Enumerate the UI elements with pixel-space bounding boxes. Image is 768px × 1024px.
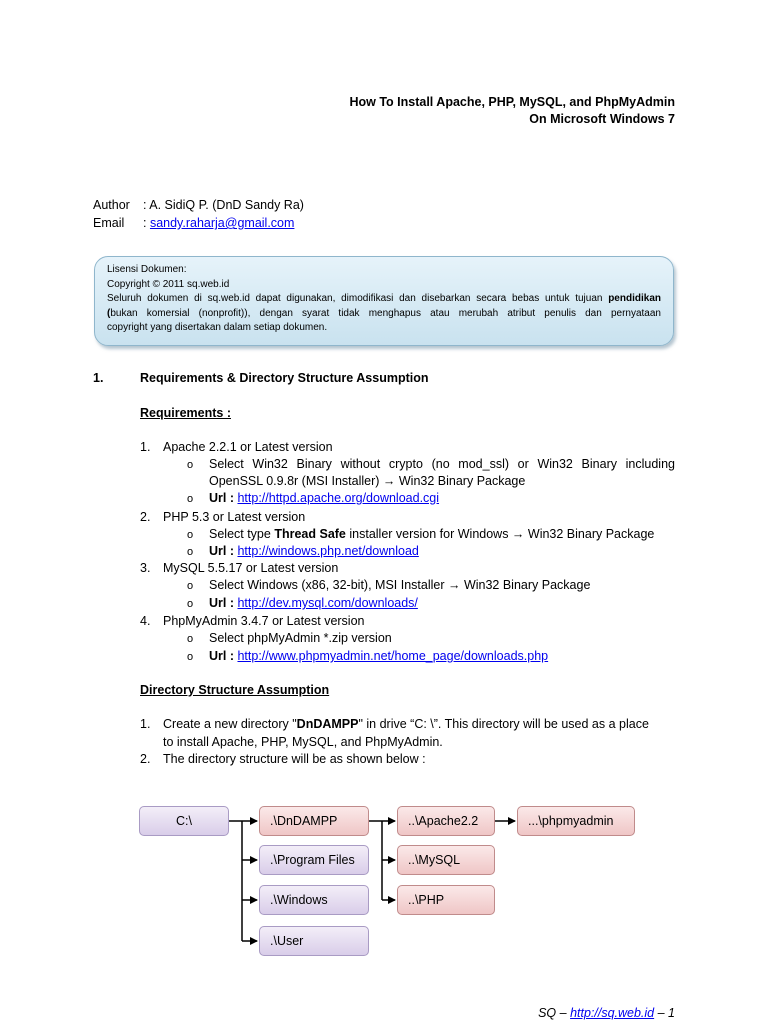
license-text-1b: pendidikan <box>608 293 661 304</box>
node-php: ..\PHP <box>397 885 495 915</box>
author-value: : A. SidiQ P. (DnD Sandy Ra) <box>143 198 304 212</box>
bullet-icon: o <box>187 459 194 471</box>
bullet-icon: o <box>187 546 194 558</box>
directory-heading: Directory Structure Assumption <box>140 683 330 697</box>
page-footer <box>538 1006 675 1020</box>
email-colon: : <box>143 216 150 230</box>
email-label: Email <box>93 216 125 230</box>
section-number: 1. <box>93 371 104 385</box>
document-title-line2: On Microsoft Windows 7 <box>529 112 675 126</box>
req-item-2-title: PHP 5.3 or Latest version <box>163 510 306 524</box>
email-link[interactable]: sandy.raharja@gmail.com <box>149 216 295 230</box>
phpmyadmin-download-link[interactable]: http://www.phpmyadmin.net/home_page/downloads.php <box>237 649 549 663</box>
node-apache: ..\Apache2.2 <box>397 806 495 836</box>
url-label: Url : <box>209 544 238 558</box>
bullet-icon: o <box>187 633 194 645</box>
license-copyright: Copyright © 2011 sq.web.id <box>107 278 230 290</box>
req-item-1-bullet-1-line2: OpenSSL 0.9.8r (MSI Installer) → Win32 Binary Package <box>209 474 526 488</box>
bullet-icon: o <box>187 493 194 505</box>
dir-item-2-line1: The directory structure will be as shown below : <box>163 752 426 766</box>
document-title-line1: How To Install Apache, PHP, MySQL, and PhpMyAdmin <box>349 95 675 109</box>
req-item-1-bullet-1-line1: Select Win32 Binary without crypto (no mod_ssl) or Win32 Binary including <box>209 457 675 471</box>
requirements-heading: Requirements : <box>140 406 231 420</box>
footer-prefix: SQ – <box>538 1006 571 1020</box>
node-mysql: ..\MySQL <box>397 845 495 875</box>
footer-page-number: – 1 <box>654 1006 675 1020</box>
bullet-icon: o <box>187 598 194 610</box>
author-label: Author <box>93 198 130 212</box>
dir-item-1-text-a: Create a new directory " <box>163 717 297 731</box>
node-dndampp: .\DnDAMPP <box>259 806 369 836</box>
section-title: Requirements & Directory Structure Assumption <box>140 371 429 385</box>
req-item-4-title: PhpMyAdmin 3.4.7 or Latest version <box>163 614 365 628</box>
dir-item-1-text-b: DnDAMPP <box>296 717 359 731</box>
url-label: Url : <box>209 649 238 663</box>
dir-item-1-text-c: " in drive “C: \”. This directory will be used as a place <box>358 717 649 731</box>
mysql-download-link[interactable]: http://dev.mysql.com/downloads/ <box>237 596 418 610</box>
dir-item-1-number: 1. <box>140 717 151 731</box>
req-item-2-text-a: Select type <box>209 527 275 541</box>
req-item-3-number: 3. <box>140 561 151 575</box>
url-label: Url : <box>209 596 238 610</box>
php-download-link[interactable]: http://windows.php.net/download <box>237 544 419 558</box>
req-item-2-number: 2. <box>140 510 151 524</box>
license-text-2a: ( <box>107 307 111 319</box>
license-text-2b: bukan komersial (nonprofit)), dengan syarat tidak menghapus atau merubah atribut penulis dan pernyataan <box>110 307 661 319</box>
bullet-icon: o <box>187 651 194 663</box>
bullet-icon: o <box>187 580 194 592</box>
license-text-line3: copyright yang disertakan dalam setiap dokumen. <box>107 322 328 333</box>
license-text-1a: Seluruh dokumen di sq.web.id dapat digunakan, dimodifikasi dan disebarkan secara bebas untuk tujuan <box>107 293 609 304</box>
req-item-4-number: 4. <box>140 614 151 628</box>
dir-item-1-line2: to install Apache, PHP, MySQL, and PhpMyAdmin. <box>163 735 443 749</box>
req-item-3-bullet-1: Select Windows (x86, 32-bit), MSI Installer → Win32 Binary Package <box>209 578 591 592</box>
req-item-1-number: 1. <box>140 440 151 454</box>
node-root-c: C:\ <box>139 806 229 836</box>
node-program-files: .\Program Files <box>259 845 369 875</box>
node-windows: .\Windows <box>259 885 369 915</box>
apache-download-link[interactable]: http://httpd.apache.org/download.cgi <box>237 491 440 505</box>
node-phpmyadmin: ...\phpmyadmin <box>517 806 635 836</box>
req-item-2-text-c: installer version for Windows → Win32 Binary Package <box>345 527 655 541</box>
footer-site-link[interactable]: http://sq.web.id <box>570 1006 655 1020</box>
req-item-4-bullet-1: Select phpMyAdmin *.zip version <box>209 631 392 645</box>
node-user: .\User <box>259 926 369 956</box>
req-item-1-title: Apache 2.2.1 or Latest version <box>163 440 333 454</box>
license-heading: Lisensi Dokumen: <box>107 264 187 275</box>
req-item-2-text-b: Thread Safe <box>274 527 346 541</box>
dir-item-2-number: 2. <box>140 752 151 766</box>
bullet-icon: o <box>187 529 194 541</box>
url-label: Url : <box>209 491 238 505</box>
req-item-3-title: MySQL 5.5.17 or Latest version <box>163 561 339 575</box>
